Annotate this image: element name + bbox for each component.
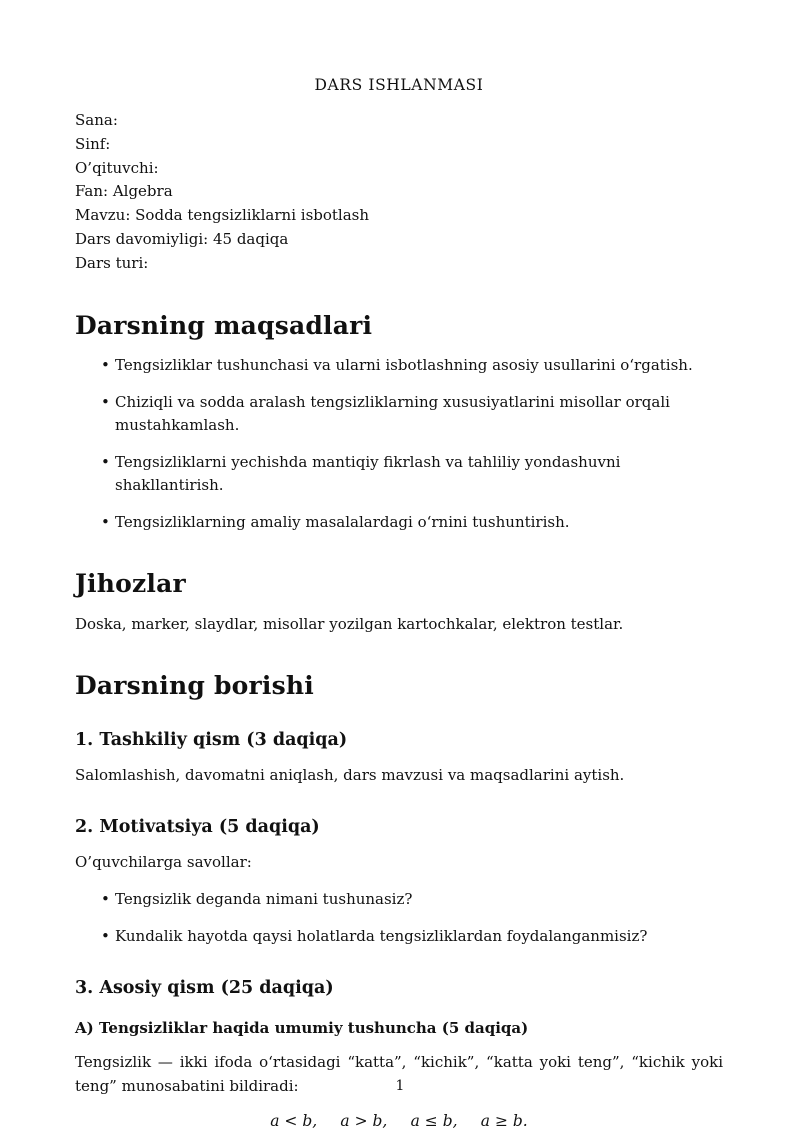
list-item-text: Tengsizliklarning amaliy masalalardagi oʻrnini tushuntirish. (115, 512, 570, 531)
motivatsiya-lead-text: O’quvchilarga savollar: (75, 852, 252, 871)
list-item-text: Tengsizlik deganda nimani tushunasiz? (115, 889, 413, 908)
tashkiliy-qism-paragraph: Salomlashish, davomatni aniqlash, dars mavzusi va maqsadlarini aytish. (75, 765, 625, 784)
subsection-heading-tashkiliy-qism: 1. Tashkiliy qism (3 daqiqa) (75, 729, 348, 750)
list-item (75, 925, 723, 948)
meta-line-sinf: Sinf: (75, 134, 111, 153)
page-title: DARS ISHLANMASI (314, 76, 484, 94)
bullet-icon: • (101, 926, 110, 945)
subsection-heading-asosiy-qism: 3. Asosiy qism (25 daqiqa) (75, 977, 334, 998)
meta-line-fan: Fan: Algebra (75, 182, 173, 201)
bullet-icon: • (101, 355, 110, 374)
list-item (75, 391, 723, 437)
motivation-questions-list (75, 888, 723, 948)
list-item (75, 888, 723, 911)
umumiy-tushuncha-paragraph: Tengsizlik — ikki ifoda oʻrtasidagi “katta”, “kichik”, “katta yoki teng”, “kichik yoki teng” munosabatini bildiradi: (75, 1053, 723, 1096)
meta-line-mavzu: Mavzu: Sodda tengsizliklarni isbotlash (75, 206, 370, 225)
subsection-heading-motivatsiya: 2. Motivatsiya (5 daqiqa) (75, 816, 320, 837)
jihozlar-paragraph: Doska, marker, slaydlar, misollar yozilgan kartochkalar, elektron testlar. (75, 614, 624, 633)
list-item (75, 354, 723, 377)
list-item-text: Tengsizliklar tushunchasi va ularni isbotlashning asosiy usullarini oʻrgatish. (115, 355, 693, 374)
page-content (75, 0, 723, 1130)
section-heading-borishi: Darsning borishi (75, 670, 314, 700)
page-number: 1 (395, 1078, 405, 1094)
meta-line-sana: Sana: (75, 111, 118, 129)
subsubsection-heading-umumiy-tushuncha: A) Tengsizliklar haqida umumiy tushuncha (5 daqiqa) (75, 1018, 529, 1037)
section-heading-maqsadlar: Darsning maqsadlari (75, 310, 373, 340)
list-item-text: Kundalik hayotda qaysi holatlarda tengsizliklardan foydalanganmisiz? (115, 926, 648, 945)
list-item-text: Tengsizliklarni yechishda mantiqiy fikrlash va tahliliy yondashuvni shakllantirish. (115, 452, 621, 494)
meta-line-davomiyligi: Dars davomiyligi: 45 daqiqa (75, 229, 289, 248)
list-item (75, 451, 723, 497)
meta-line-dars-turi: Dars turi: (75, 253, 149, 272)
bullet-icon: • (101, 889, 110, 908)
bullet-icon: • (101, 512, 110, 531)
lesson-metadata-block (75, 109, 723, 276)
meta-line-oqituvchi: O’qituvchi: (75, 158, 159, 177)
bullet-icon: • (101, 452, 110, 471)
section-heading-jihozlar: Jihozlar (75, 568, 186, 598)
objectives-list (75, 354, 723, 534)
bullet-icon: • (101, 392, 110, 411)
inequality-formula: a < b, a > b, a ≤ b, a ≥ b. (270, 1112, 528, 1131)
list-item (75, 511, 723, 534)
list-item-text: Chiziqli va sodda aralash tengsizliklarning xususiyatlarini misollar orqali mustahkamlash. (115, 392, 670, 434)
